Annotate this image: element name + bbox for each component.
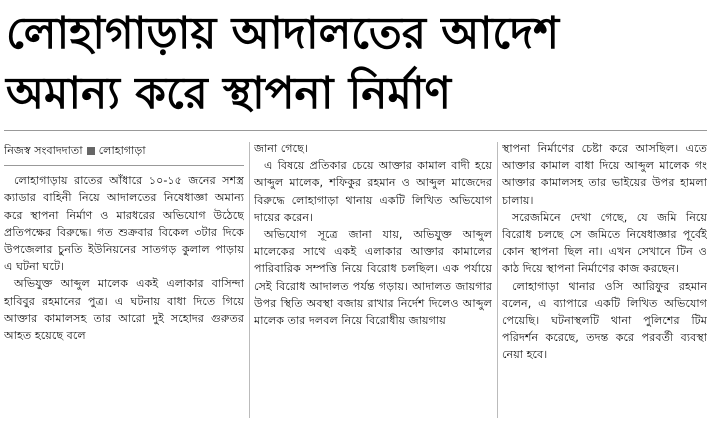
byline bbox=[4, 140, 244, 159]
headline-divider bbox=[4, 130, 707, 131]
byline-location: লোহাগাড়া bbox=[98, 144, 146, 157]
headline bbox=[6, 4, 706, 124]
byline-reporter: নিজস্ব সংবাদদাতা bbox=[4, 144, 83, 157]
paragraph: জানা গেছে। bbox=[254, 142, 308, 155]
article-column-2 bbox=[254, 140, 492, 420]
paragraph: অভিযোগ সূত্রে জানা যায়, অভিযুক্ত আব্দুল মালেকের সাথে একই এলাকার আক্তার কামালের পারিবারিক সম্পত্তি নিয়ে বিরোধ চলছিল। এক পর্যায়ে সেই বিরোধ আদালত পর্যন্ত গড়ায়। আদালত জায়গার উপর স্থিতি অবস্থা বজায় রাখার নির্দেশ দিলেও আব্দুল মালেক তার দলবল নিয়ে বিরোধীয় জায়গায় bbox=[254, 228, 492, 328]
paragraph: স্থাপনা নির্মাণের চেষ্টা করে আসছিল। এতে আক্তার কামাল বাধা দিয়ে আব্দুল মালেক গং আক্তার কামালসহ তার ভাইয়ের উপর হামলা চালায়। bbox=[502, 142, 707, 207]
headline-line-2: অমান্য করে স্থাপনা নির্মাণ bbox=[6, 68, 452, 119]
column-divider bbox=[249, 142, 250, 418]
paragraph: লোহাগাড়া থানার ওসি আরিফুর রহমান বলেন, এ ব্যাপারে একটি লিখিত অভিযোগ পেয়েছি। ঘটনাস্থলটি থানা পুলিশের টিম পরিদর্শন করেছে, তদন্ত করে পরবর্তী ব্যবস্থা নেয়া হবে। bbox=[502, 279, 707, 362]
column-divider bbox=[497, 142, 498, 418]
article-column-1 bbox=[4, 140, 244, 420]
byline-square-icon bbox=[87, 147, 95, 155]
paragraph: লোহাগাড়ায় রাতের আঁধারে ১০-১৫ জনের সশস্ত্র ক্যাডার বাহিনী নিয়ে আদালতের নিষেধাজ্ঞা অমান্য করে স্থাপনা নির্মাণ ও মারধরের অভিযোগ উঠেছে প্রতিপক্ষের বিরুদ্ধে। গত শুক্রবার বিকেল ৩টার দিকে উপজেলার চুনতি ইউনিয়নের সাতগড় কুলাল পাড়ায় এ ঘটনা ঘটে। bbox=[4, 174, 244, 274]
byline-divider bbox=[4, 165, 244, 166]
headline-line-1: লোহাগাড়ায় আদালতের আদেশ bbox=[6, 8, 560, 59]
paragraph: সরেজমিনে দেখা গেছে, যে জমি নিয়ে বিরোধ চলছে সে জমিতে নিষেধাজ্ঞার পূর্বেই কোন স্থাপনা ছিল না। এখন সেখানে টিন ও কাঠ দিয়ে স্থাপনা নির্মাণের কাজ করছেন। bbox=[502, 210, 707, 276]
article-column-3 bbox=[502, 140, 707, 420]
paragraph: এ বিষয়ে প্রতিকার চেয়ে আক্তার কামাল বাদী হয়ে আব্দুল মালেক, শফিকুর রহমান ও আব্দুল মাজেদের বিরুদ্ধে লোহাগাড়া থানায় একটি লিখিত অভিযোগ দায়ের করেন। bbox=[254, 159, 492, 224]
paragraph: অভিযুক্ত আব্দুল মালেক একই এলাকার বাসিন্দা হাবিবুর রহমানের পুত্র। এ ঘটনায় বাধা দিতে গিয়ে আক্তার কামালসহ তার আরো দুই সহোদর গুরুতর আহত হয়েছে বলে bbox=[4, 277, 244, 343]
article-body bbox=[4, 140, 707, 420]
